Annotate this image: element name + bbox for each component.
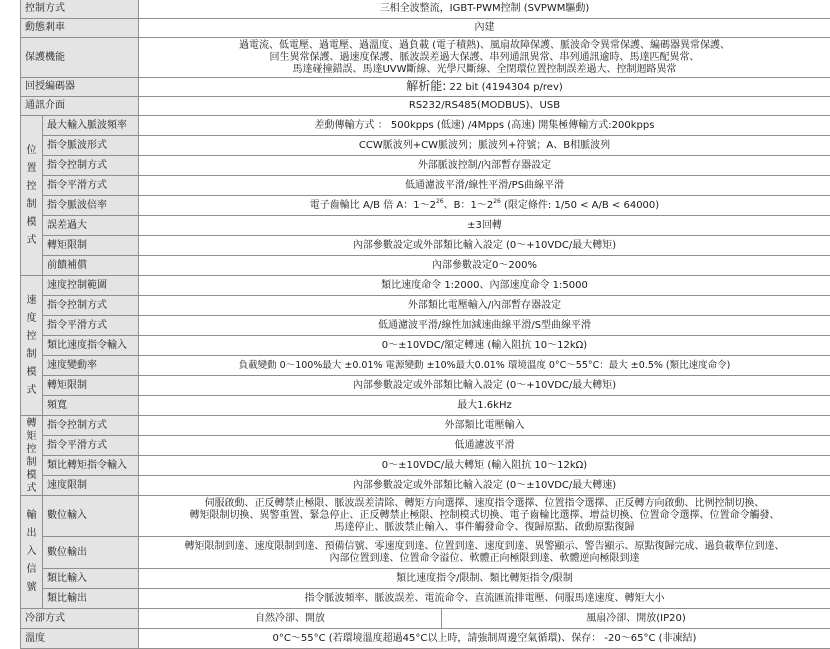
row-value: 內部參數設定或外部類比輸入設定 (0～±10VDC/最大轉速) bbox=[139, 476, 830, 496]
row-value: ±3回轉 bbox=[139, 216, 830, 236]
label-dynamic-brake: 動態剎車 bbox=[21, 19, 139, 38]
row-position-error bbox=[21, 216, 830, 236]
row-cooling bbox=[21, 609, 830, 629]
category-char: 度 bbox=[23, 310, 40, 328]
row-speed-range bbox=[21, 276, 830, 296]
row-value: 內部參數設定或外部類比輸入設定 (0～+10VDC/最大轉矩) bbox=[139, 236, 830, 256]
row-analog-output bbox=[21, 589, 830, 609]
category-io-signal bbox=[21, 496, 43, 609]
category-char: 速 bbox=[23, 292, 40, 310]
row-analog-input bbox=[21, 569, 830, 589]
row-label: 類比速度指令輸入 bbox=[43, 336, 139, 356]
row-temperature bbox=[21, 629, 830, 649]
row-label: 指令平滑方式 bbox=[43, 176, 139, 196]
row-label: 類比輸入 bbox=[43, 569, 139, 589]
category-char: 控 bbox=[23, 328, 40, 346]
value-control-method: 三相全波整流，IGBT-PWM控制 (SVPWM驅動) bbox=[139, 0, 830, 19]
row-value: 低通濾波平滑/線性加減速曲線平滑/S型曲線平滑 bbox=[139, 316, 830, 336]
category-speed-mode bbox=[21, 276, 43, 416]
gear-ratio-a: 電子齒輪比 A/B 倍 A：1～2 bbox=[310, 200, 436, 211]
category-char: 控 bbox=[23, 443, 40, 456]
value-cooling-fan: 風扇冷卻、開放(IP20) bbox=[442, 609, 830, 629]
row-label: 指令平滑方式 bbox=[43, 316, 139, 336]
row-comm bbox=[21, 97, 830, 116]
value-cooling-natural: 自然冷卻、開放 bbox=[139, 609, 442, 629]
row-position-pulse-type bbox=[21, 136, 830, 156]
category-char: 控 bbox=[23, 178, 40, 196]
row-value: 外部類比電壓輸入/內部暫存器設定 bbox=[139, 296, 830, 316]
row-digital-input bbox=[21, 496, 830, 537]
row-speed-smoothing bbox=[21, 316, 830, 336]
category-char: 位 bbox=[23, 142, 40, 160]
row-value: 類比速度指令/限制、類比轉矩指令/限制 bbox=[139, 569, 830, 589]
row-label: 最大輸入脈波頻率 bbox=[43, 116, 139, 136]
value-protection bbox=[139, 38, 830, 78]
row-value: 差動傳輸方式 ： 500kpps (低速) /4Mpps (高速) 開集極傳輸方式:200kpps bbox=[139, 116, 830, 136]
category-position-mode bbox=[21, 116, 43, 276]
value-temperature: 0°C～55°C (若環境溫度超過45°C以上時，請強制周邊空氣循環)、保存： -20～65°C (非凍結) bbox=[139, 629, 830, 649]
row-label: 指令控制方式 bbox=[43, 416, 139, 436]
row-label: 速度控制範圍 bbox=[43, 276, 139, 296]
digital-input-line: 馬達停止、脈波禁止輸入、事件觸發命令、復歸原點、啟動原點復歸 bbox=[141, 522, 828, 534]
row-label: 速度限制 bbox=[43, 476, 139, 496]
digital-input-line: 伺服啟動、正反轉禁止極限、脈波誤差清除、轉矩方向選擇、速度指令選擇、位置指令選擇、正反轉方向啟動、比例控制切換、 bbox=[141, 498, 828, 510]
row-label: 指令控制方式 bbox=[43, 156, 139, 176]
value-comm: RS232/RS485(MODBUS)、USB bbox=[139, 97, 830, 116]
row-label: 數位輸入 bbox=[43, 496, 139, 537]
category-char: 制 bbox=[23, 196, 40, 214]
row-value: 負載變動 0～100%最大 ±0.01% 電源變動 ±10%最大0.01% 環境溫度 0°C～55°C：最大 ±0.5% (類比速度命令) bbox=[139, 356, 830, 376]
row-value: 類比速度命令 1:2000、內部速度命令 1:5000 bbox=[139, 276, 830, 296]
row-label: 類比轉矩指令輸入 bbox=[43, 456, 139, 476]
row-encoder bbox=[21, 78, 830, 97]
label-protection: 保護機能 bbox=[21, 38, 139, 78]
row-value-digital-input bbox=[139, 496, 830, 537]
encoder-prefix: 解析能: bbox=[406, 79, 446, 93]
row-speed-bandwidth bbox=[21, 396, 830, 416]
label-control-method: 控制方式 bbox=[21, 0, 139, 19]
label-temperature: 溫度 bbox=[21, 629, 139, 649]
value-encoder bbox=[139, 78, 830, 97]
row-label: 前饋補償 bbox=[43, 256, 139, 276]
digital-input-line: 轉矩限制切換、異警重置、緊急停止、正反轉禁止極限、控制模式切換、電子齒輪比選擇、增益切換、位置命令選擇、位置命令觸發、 bbox=[141, 510, 828, 522]
row-speed-command-control bbox=[21, 296, 830, 316]
row-value: 內部參數設定或外部類比輸入設定 (0～+10VDC/最大轉矩) bbox=[139, 376, 830, 396]
row-value: 內部參數設定0～200% bbox=[139, 256, 830, 276]
category-char: 轉 bbox=[23, 417, 40, 430]
category-char: 入 bbox=[23, 543, 40, 561]
row-value: 0～±10VDC/最大轉矩 (輸入阻抗 10～12kΩ) bbox=[139, 456, 830, 476]
category-char: 式 bbox=[23, 482, 40, 495]
protection-line: 馬達碰撞錯誤、馬達UVW斷線、光學尺斷線、全閉環位置控制誤差過大、控制迴路異常 bbox=[141, 64, 828, 76]
row-torque-smoothing bbox=[21, 436, 830, 456]
row-label: 指令平滑方式 bbox=[43, 436, 139, 456]
encoder-resolution: 22 bit (4194304 p/rev) bbox=[449, 82, 562, 93]
row-speed-analog-input bbox=[21, 336, 830, 356]
category-char: 式 bbox=[23, 232, 40, 250]
row-position-smoothing bbox=[21, 176, 830, 196]
row-value: 低通濾波平滑 bbox=[139, 436, 830, 456]
row-torque-command-control bbox=[21, 416, 830, 436]
row-value: 指令脈波頻率、脈波誤差、電流命令、直流匯流排電壓、伺服馬達速度、轉矩大小 bbox=[139, 589, 830, 609]
label-cooling: 冷卻方式 bbox=[21, 609, 139, 629]
row-digital-output bbox=[21, 537, 830, 569]
category-char: 模 bbox=[23, 214, 40, 232]
label-comm: 通訊介面 bbox=[21, 97, 139, 116]
row-label: 誤差過大 bbox=[43, 216, 139, 236]
row-position-torque-limit bbox=[21, 236, 830, 256]
category-char: 模 bbox=[23, 364, 40, 382]
value-dynamic-brake: 內建 bbox=[139, 19, 830, 38]
row-value: 外部脈波控制/內部暫存器設定 bbox=[139, 156, 830, 176]
row-value: 最大1.6kHz bbox=[139, 396, 830, 416]
label-encoder: 回授編碼器 bbox=[21, 78, 139, 97]
category-char: 矩 bbox=[23, 430, 40, 443]
gear-ratio-b: 、B：1～2 bbox=[444, 200, 494, 211]
row-speed-variation bbox=[21, 356, 830, 376]
row-position-command-control bbox=[21, 156, 830, 176]
row-torque-speed-limit bbox=[21, 476, 830, 496]
row-label: 指令控制方式 bbox=[43, 296, 139, 316]
category-char: 置 bbox=[23, 160, 40, 178]
row-value: CCW脈波列+CW脈波列；脈波列+符號；A、B相脈波列 bbox=[139, 136, 830, 156]
row-position-max-freq bbox=[21, 116, 830, 136]
row-label: 速度變動率 bbox=[43, 356, 139, 376]
row-label: 數位輸出 bbox=[43, 537, 139, 569]
row-torque-analog-input bbox=[21, 456, 830, 476]
row-label: 指令脈波倍率 bbox=[43, 196, 139, 216]
category-char: 號 bbox=[23, 579, 40, 597]
row-control-method bbox=[21, 0, 830, 19]
category-char: 制 bbox=[23, 346, 40, 364]
category-torque-mode bbox=[21, 416, 43, 496]
gear-ratio-exponent: 26 bbox=[436, 198, 444, 205]
category-char: 輸 bbox=[23, 507, 40, 525]
row-dynamic-brake bbox=[21, 19, 830, 38]
row-speed-torque-limit bbox=[21, 376, 830, 396]
gear-ratio-condition: (限定條件: 1/50 < A/B < 64000) bbox=[501, 200, 659, 211]
row-label: 頻寬 bbox=[43, 396, 139, 416]
protection-line: 過電流、低電壓、過電壓、過溫度、過負載 (電子積熱)、風扇故障保護、脈波命令異常保護、編碼器異常保護、 bbox=[141, 40, 828, 52]
row-label: 類比輸出 bbox=[43, 589, 139, 609]
protection-line: 回生異常保護、過速度保護、脈波誤差過大保護、串列通訊異常、串列通訊逾時、馬達匹配異常、 bbox=[141, 52, 828, 64]
digital-output-line: 內部位置到達、位置命令溢位、軟體正向極限到達、軟體逆向極限到達 bbox=[141, 553, 828, 565]
category-char: 出 bbox=[23, 525, 40, 543]
row-position-feedforward bbox=[21, 256, 830, 276]
category-char: 模 bbox=[23, 469, 40, 482]
row-label: 轉矩限制 bbox=[43, 236, 139, 256]
row-value-digital-output bbox=[139, 537, 830, 569]
row-position-gear-ratio bbox=[21, 196, 830, 216]
category-char: 制 bbox=[23, 456, 40, 469]
row-value-gear-ratio bbox=[139, 196, 830, 216]
row-protection bbox=[21, 38, 830, 78]
row-value: 低通濾波平滑/線性平滑/PS曲線平滑 bbox=[139, 176, 830, 196]
gear-ratio-exponent: 26 bbox=[493, 198, 501, 205]
row-label: 轉矩限制 bbox=[43, 376, 139, 396]
digital-output-line: 轉矩限制到達、速度限制到達、預備信號、零速度到達、位置到達、速度到達、異警顯示、警告顯示、原點復歸完成、過負載準位到達、 bbox=[141, 541, 828, 553]
row-value: 外部類比電壓輸入 bbox=[139, 416, 830, 436]
spec-table bbox=[20, 0, 830, 649]
category-char: 式 bbox=[23, 382, 40, 400]
category-char: 信 bbox=[23, 561, 40, 579]
row-label: 指令脈波形式 bbox=[43, 136, 139, 156]
row-value: 0～±10VDC/額定轉速 (輸入阻抗 10～12kΩ) bbox=[139, 336, 830, 356]
